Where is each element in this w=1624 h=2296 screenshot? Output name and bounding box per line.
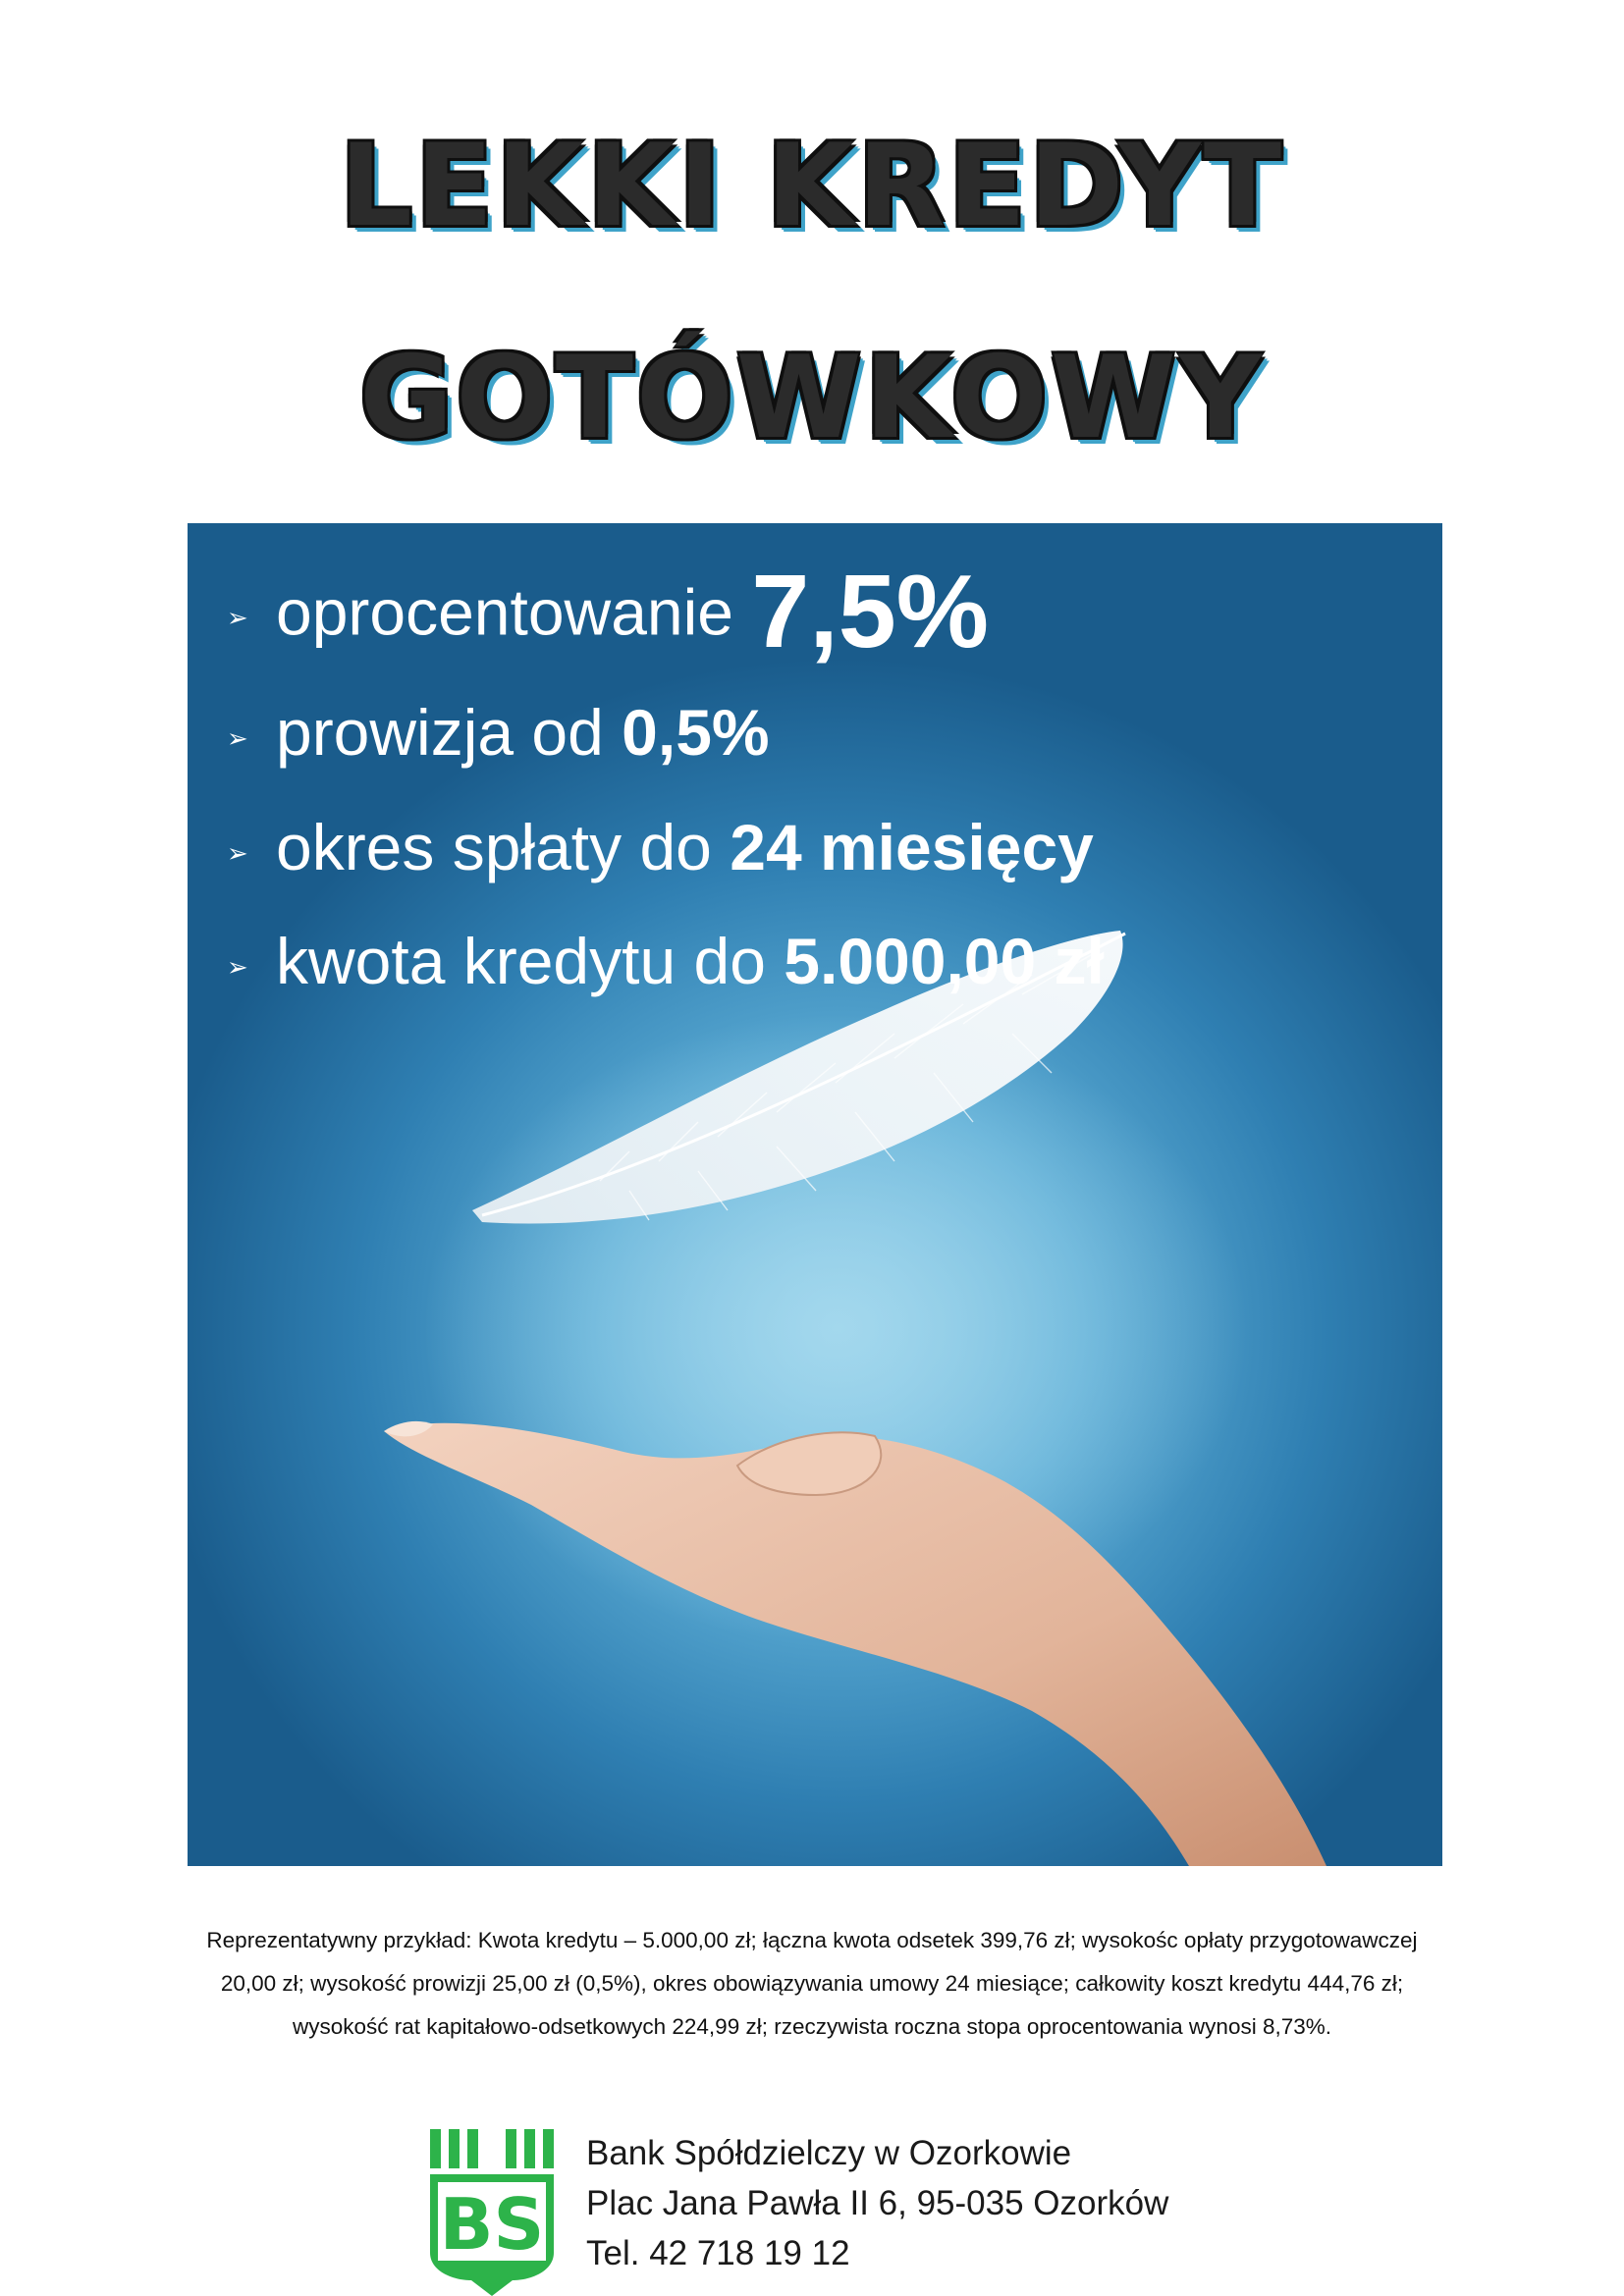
feature-label: okres spłaty do (276, 811, 731, 883)
feature-value: 0,5% (622, 696, 770, 769)
bank-logo (424, 2123, 560, 2296)
arrowhead-icon: ➢ (227, 951, 248, 982)
feature-value: 5.000,00 zł (784, 925, 1105, 997)
bank-name: Bank Spółdzielczy w Ozorkowie (586, 2134, 1072, 2172)
feature-interest-rate (227, 553, 989, 671)
arrowhead-icon: ➢ (227, 603, 248, 632)
feature-loan-amount (227, 924, 1105, 998)
feature-label: prowizja od (276, 696, 623, 769)
bank-address: Plac Jana Pawła II 6, 95-035 Ozorków (586, 2184, 1169, 2222)
hero-image (188, 523, 1442, 1866)
disclaimer-line-1: Reprezentatywny przykład: Kwota kredytu – 5.000,00 zł; łączna kwota odsetek 399,76 zł; wysokośc opłaty przygotowawczej (206, 1928, 1418, 1952)
disclaimer-line-2: 20,00 zł; wysokość prowizji 25,00 zł (0,5%), okres obowiązywania umowy 24 miesiące; całkowity koszt kredytu 444,76 zł; (220, 1971, 1404, 1996)
feature-label: kwota kredytu do (276, 925, 785, 997)
representative-example (98, 1919, 1526, 2049)
disclaimer-line-3: wysokość rat kapitałowo-odsetkowych 224,99 zł; rzeczywista roczna stopa oprocentowania wynosi 8,73%. (292, 2014, 1332, 2039)
bank-phone: Tel. 42 718 19 12 (586, 2234, 850, 2272)
headline-line-2: GOTÓWKOWY (359, 332, 1265, 464)
feature-repayment-period (227, 810, 1094, 884)
arrowhead-icon: ➢ (227, 722, 248, 753)
feature-commission (227, 695, 770, 770)
arrowhead-icon: ➢ (227, 837, 248, 868)
headline-line-1: LEKKI KREDYT (340, 120, 1284, 252)
logo-text: BS (439, 2183, 545, 2266)
feature-label: oprocentowanie (276, 575, 752, 649)
bank-contact (586, 2128, 1168, 2278)
feature-value: 7,5% (751, 554, 989, 669)
feature-value: 24 miesięcy (730, 811, 1094, 883)
